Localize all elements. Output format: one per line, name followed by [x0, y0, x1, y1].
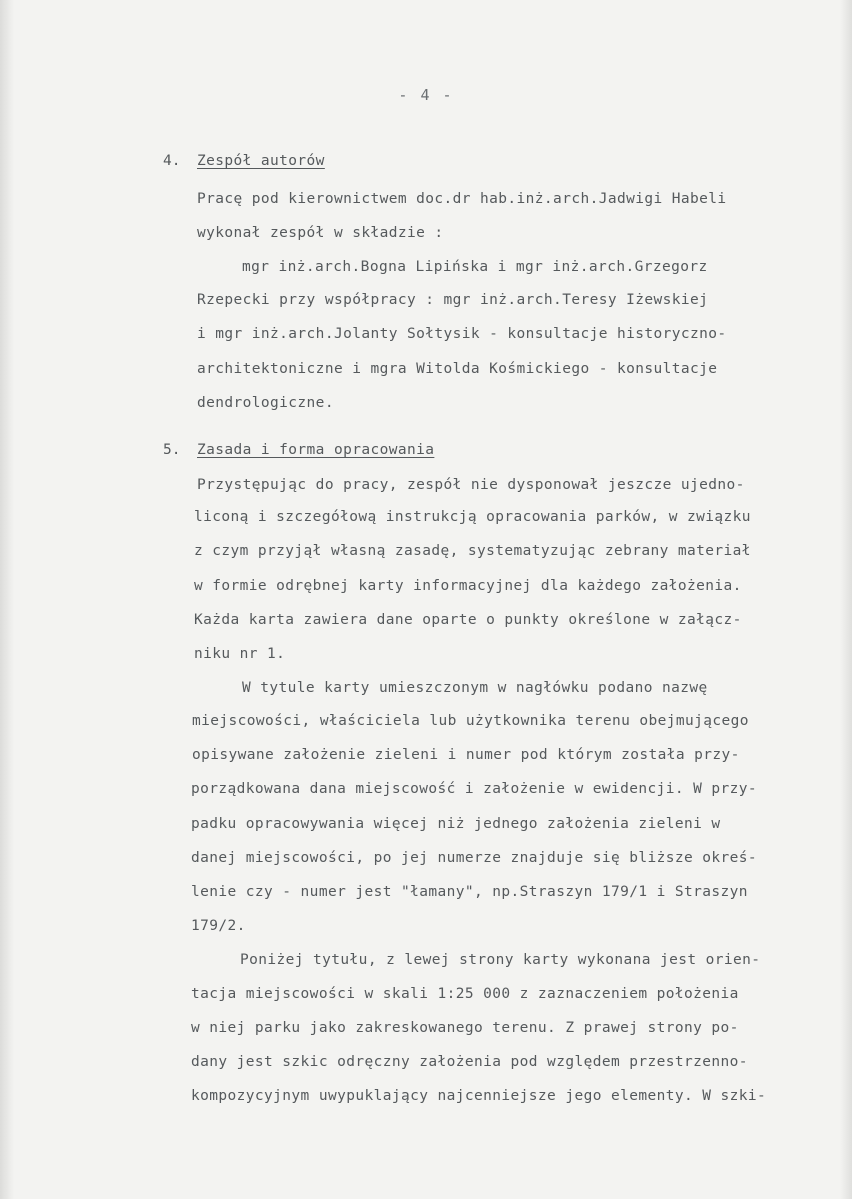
section-5-line: liconą i szczegółową instrukcją opracowania parków, w związku: [194, 509, 751, 525]
section-4-line: i mgr inż.arch.Jolanty Sołtysik - konsultacje historyczno-: [197, 326, 727, 342]
scan-edge-right: [840, 0, 852, 1199]
section-5-line: porządkowana dana miejscowość i założenie w ewidencji. W przy-: [191, 781, 758, 797]
section-5-line: 179/2.: [191, 918, 246, 934]
section-4-line: mgr inż.arch.Bogna Lipińska i mgr inż.arch.Grzegorz: [242, 259, 708, 275]
section-5-title: Zasada i forma opracowania: [197, 442, 435, 458]
section-5-line: danej miejscowości, po jej numerze znajduje się bliższe okreś-: [191, 850, 758, 866]
section-4-line: Pracę pod kierownictwem doc.dr hab.inż.arch.Jadwigi Habeli: [197, 191, 727, 207]
page-number: - 4 -: [398, 86, 454, 104]
section-5-line: z czym przyjął własną zasadę, systematyzując zebrany materiał: [194, 543, 751, 559]
section-4-title: Zespół autorów: [197, 153, 325, 169]
section-5-line: niku nr 1.: [194, 646, 286, 662]
section-5-line: tacja miejscowości w skali 1:25 000 z zaznaczeniem położenia: [191, 986, 739, 1002]
section-4-line: dendrologiczne.: [197, 395, 334, 411]
section-5-number: 5.: [163, 442, 181, 458]
section-5-line: W tytule karty umieszczonym w nagłówku podano nazwę: [242, 680, 708, 696]
section-5-line: opisywane założenie zieleni i numer pod którym została przy-: [192, 747, 740, 763]
section-5-line: lenie czy - numer jest "łamany", np.Straszyn 179/1 i Straszyn: [191, 884, 748, 900]
section-5-line: Przystępując do pracy, zespół nie dysponował jeszcze ujedno-: [197, 477, 745, 493]
section-5-line: w formie odrębnej karty informacyjnej dla każdego założenia.: [194, 578, 742, 594]
section-4-line: architektoniczne i mgra Witolda Kośmickiego - konsultacje: [197, 361, 718, 377]
section-4-line: wykonał zespół w składzie :: [197, 225, 444, 241]
section-5-line: Poniżej tytułu, z lewej strony karty wykonana jest orien-: [240, 952, 761, 968]
section-5-line: w niej parku jako zakreskowanego terenu. Z prawej strony po-: [191, 1020, 739, 1036]
section-5-line: kompozycyjnym uwypuklający najcenniejsze jego elementy. W szki-: [191, 1088, 767, 1104]
section-5-line: padku opracowywania więcej niż jednego założenia zieleni w: [191, 816, 721, 832]
section-4-number: 4.: [163, 153, 181, 169]
section-5-line: dany jest szkic odręczny założenia pod względem przestrzenno-: [191, 1054, 748, 1070]
section-5-line: Każda karta zawiera dane oparte o punkty określone w załącz-: [194, 612, 742, 628]
section-4-line: Rzepecki przy współpracy : mgr inż.arch.Teresy Iżewskiej: [197, 292, 709, 308]
scan-edge-left: [0, 0, 14, 1199]
section-5-line: miejscowości, właściciela lub użytkownika terenu obejmującego: [192, 713, 749, 729]
